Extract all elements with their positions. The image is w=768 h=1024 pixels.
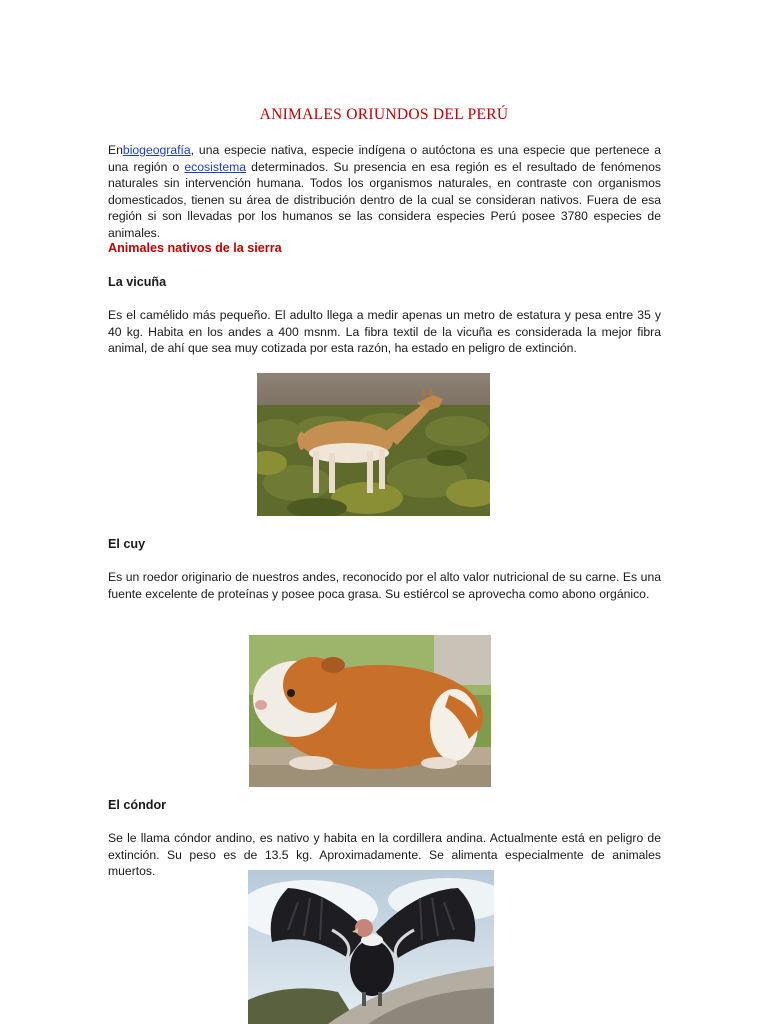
condor-paragraph: Se le llama cóndor andino, es nativo y habita en la cordillera andina. Actualmente está en peligro de extinción. Su peso es de 13.5 kg. Aproximadamente. Se alimenta especialmente de animales muertos. — [108, 831, 661, 878]
vicuna-heading: La vicuña — [108, 275, 167, 289]
condor-photo — [248, 870, 494, 1024]
cuy-heading: El cuy — [108, 537, 146, 551]
biogeografia-link[interactable]: biogeografía — [122, 143, 191, 157]
intro-part3: determinados. Su presencia en esa región es el resultado de fenómenos naturales sin intervención humana. Todos los organismos naturales, en contraste con organismos domesticados, tienen su área de distribución dentro de la cual se consideran nativos. Fuera de esa región si son llevadas por los humanos se las considera especies Perú posee 3780 especies de animales. — [108, 159, 661, 240]
ecosistema-link[interactable]: ecosistema — [184, 159, 247, 174]
intro-prefix: En — [108, 143, 123, 157]
page-title: ANIMALES ORIUNDOS DEL PERÚ — [259, 106, 509, 123]
cuy-paragraph: Es un roedor originario de nuestros andes, reconocido por el alto valor nutricional de su carne. Es una fuente excelente de proteínas y posee poca grasa. Su estiércol se aprovecha como abono orgánico. — [108, 570, 661, 601]
section-heading: Animales nativos de la sierra — [108, 241, 282, 255]
vicuna-photo — [257, 373, 490, 516]
intro-part2: , una especie nativa, especie indígena o autóctona es una especie que pertenece a una región o — [108, 143, 661, 174]
guinea-pig-photo — [249, 635, 491, 787]
condor-heading: El cóndor — [108, 798, 167, 812]
vicuna-paragraph: Es el camélido más pequeño. El adulto llega a medir apenas un metro de estatura y pesa entre 35 y 40 kg. Habita en los andes a 400 msnm. La fibra textil de la vicuña es considerada la mejor fibra animal, de ahí que sea muy cotizada por esta razón, ha estado en peligro de extinción. — [108, 308, 661, 355]
intro-paragraph — [108, 142, 661, 241]
